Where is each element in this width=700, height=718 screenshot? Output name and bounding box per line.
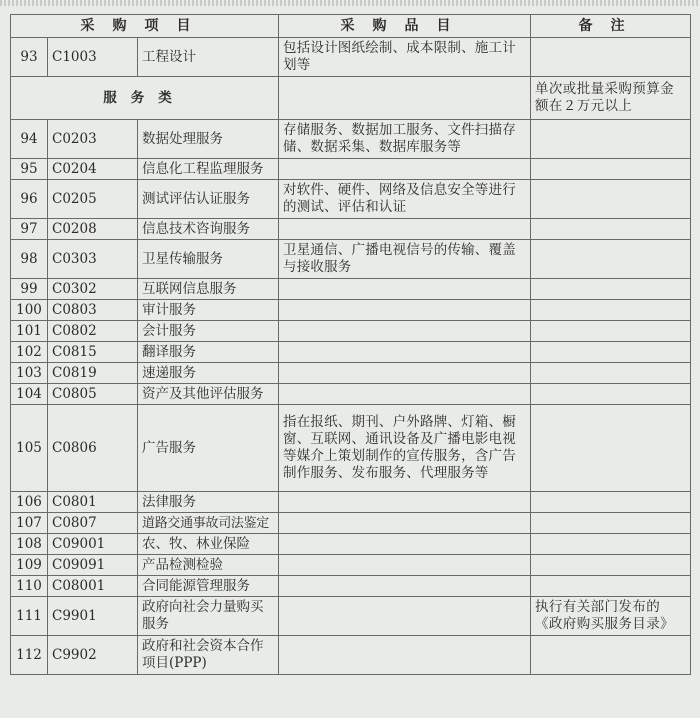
row-note: 单次或批量采购预算金额在２万元以上 (531, 77, 691, 120)
row-code: C0801 (48, 492, 138, 513)
table-row (11, 38, 691, 77)
row-note (531, 534, 691, 555)
table-row (11, 321, 691, 342)
row-number: 99 (11, 279, 48, 300)
row-note (531, 384, 691, 405)
row-code: C1003 (48, 38, 138, 77)
row-code: C0204 (48, 159, 138, 180)
table-row (11, 636, 691, 675)
row-note (531, 492, 691, 513)
row-code: C09091 (48, 555, 138, 576)
row-code: C9902 (48, 636, 138, 675)
group-label: 服务类 (11, 77, 279, 120)
row-item-name: 资产及其他评估服务 (138, 384, 279, 405)
row-description (279, 321, 531, 342)
procurement-catalog-table (10, 14, 691, 675)
row-item-name: 政府和社会资本合作项目(PPP) (138, 636, 279, 675)
row-note (531, 159, 691, 180)
row-code: C0815 (48, 342, 138, 363)
table-header-row (11, 15, 691, 38)
row-item-name: 卫星传输服务 (138, 240, 279, 279)
row-item-name: 会计服务 (138, 321, 279, 342)
row-number: 108 (11, 534, 48, 555)
row-code: C0807 (48, 513, 138, 534)
group-row (11, 77, 691, 120)
row-note (531, 321, 691, 342)
row-item-name: 广告服务 (138, 405, 279, 492)
row-number: 112 (11, 636, 48, 675)
row-number: 102 (11, 342, 48, 363)
header-note: 备注 (531, 15, 691, 38)
table-row (11, 342, 691, 363)
row-code: C0208 (48, 219, 138, 240)
row-number: 109 (11, 555, 48, 576)
table-row (11, 597, 691, 636)
row-note (531, 120, 691, 159)
row-item-name: 审计服务 (138, 300, 279, 321)
row-item-name: 互联网信息服务 (138, 279, 279, 300)
table-row (11, 240, 691, 279)
row-description: 对软件、硬件、网络及信息安全等进行的测试、评估和认证 (279, 180, 531, 219)
row-description: 包括设计图纸绘制、成本限制、施工计划等 (279, 38, 531, 77)
table-row (11, 492, 691, 513)
row-note (531, 636, 691, 675)
row-code: C0806 (48, 405, 138, 492)
table-row (11, 300, 691, 321)
row-item-name: 信息化工程监理服务 (138, 159, 279, 180)
table-row (11, 120, 691, 159)
row-description (279, 492, 531, 513)
row-description (279, 636, 531, 675)
table-row (11, 576, 691, 597)
row-item-name: 工程设计 (138, 38, 279, 77)
row-item-name: 政府向社会力量购买服务 (138, 597, 279, 636)
row-number: 93 (11, 38, 48, 77)
row-note (531, 576, 691, 597)
row-note (531, 38, 691, 77)
row-code: C0302 (48, 279, 138, 300)
row-number: 110 (11, 576, 48, 597)
row-note (531, 405, 691, 492)
row-description (279, 219, 531, 240)
row-description (279, 384, 531, 405)
table-row (11, 180, 691, 219)
row-number: 101 (11, 321, 48, 342)
row-note (531, 279, 691, 300)
row-item-name: 产品检测检验 (138, 555, 279, 576)
row-description (279, 300, 531, 321)
row-note (531, 513, 691, 534)
table-row (11, 159, 691, 180)
row-code: C0802 (48, 321, 138, 342)
table-row (11, 363, 691, 384)
row-item-name: 翻译服务 (138, 342, 279, 363)
row-description (279, 77, 531, 120)
row-description (279, 279, 531, 300)
table-row (11, 513, 691, 534)
row-item-name: 法律服务 (138, 492, 279, 513)
row-item-name: 农、牧、林业保险 (138, 534, 279, 555)
row-item-name: 合同能源管理服务 (138, 576, 279, 597)
row-description (279, 513, 531, 534)
row-note: 执行有关部门发布的《政府购买服务目录》 (531, 597, 691, 636)
row-description (279, 342, 531, 363)
page-edge (0, 0, 700, 6)
row-number: 95 (11, 159, 48, 180)
row-note (531, 180, 691, 219)
row-description (279, 555, 531, 576)
table-row (11, 534, 691, 555)
row-code: C08001 (48, 576, 138, 597)
row-description (279, 597, 531, 636)
row-number: 104 (11, 384, 48, 405)
row-number: 107 (11, 513, 48, 534)
row-number: 94 (11, 120, 48, 159)
row-code: C0203 (48, 120, 138, 159)
header-procurement-item: 采购项目 (11, 15, 279, 38)
row-number: 96 (11, 180, 48, 219)
row-code: C0805 (48, 384, 138, 405)
row-note (531, 300, 691, 321)
row-code: C0819 (48, 363, 138, 384)
row-description: 指在报纸、期刊、户外路牌、灯箱、橱窗、互联网、通讯设备及广播电影电视等媒介上策划制作的宣传服务，含广告制作服务、发布服务、代理服务等 (279, 405, 531, 492)
row-description: 卫星通信、广播电视信号的传输、覆盖与接收服务 (279, 240, 531, 279)
row-number: 98 (11, 240, 48, 279)
row-description (279, 363, 531, 384)
row-description: 存储服务、数据加工服务、文件扫描存储、数据采集、数据库服务等 (279, 120, 531, 159)
row-number: 111 (11, 597, 48, 636)
table-row (11, 279, 691, 300)
row-description (279, 576, 531, 597)
row-code: C0303 (48, 240, 138, 279)
row-note (531, 219, 691, 240)
row-item-name: 数据处理服务 (138, 120, 279, 159)
row-number: 105 (11, 405, 48, 492)
row-code: C09001 (48, 534, 138, 555)
row-note (531, 363, 691, 384)
table-row (11, 555, 691, 576)
row-item-name: 信息技术咨询服务 (138, 219, 279, 240)
row-number: 100 (11, 300, 48, 321)
row-code: C9901 (48, 597, 138, 636)
row-item-name: 速递服务 (138, 363, 279, 384)
row-description (279, 159, 531, 180)
header-procurement-product: 采购品目 (279, 15, 531, 38)
table-row (11, 384, 691, 405)
row-note (531, 342, 691, 363)
row-number: 106 (11, 492, 48, 513)
row-description (279, 534, 531, 555)
row-number: 97 (11, 219, 48, 240)
row-item-name: 道路交通事故司法鉴定 (138, 513, 279, 534)
row-item-name: 测试评估认证服务 (138, 180, 279, 219)
row-code: C0205 (48, 180, 138, 219)
row-code: C0803 (48, 300, 138, 321)
row-note (531, 240, 691, 279)
row-number: 103 (11, 363, 48, 384)
row-note (531, 555, 691, 576)
table-row (11, 405, 691, 492)
table-row (11, 219, 691, 240)
